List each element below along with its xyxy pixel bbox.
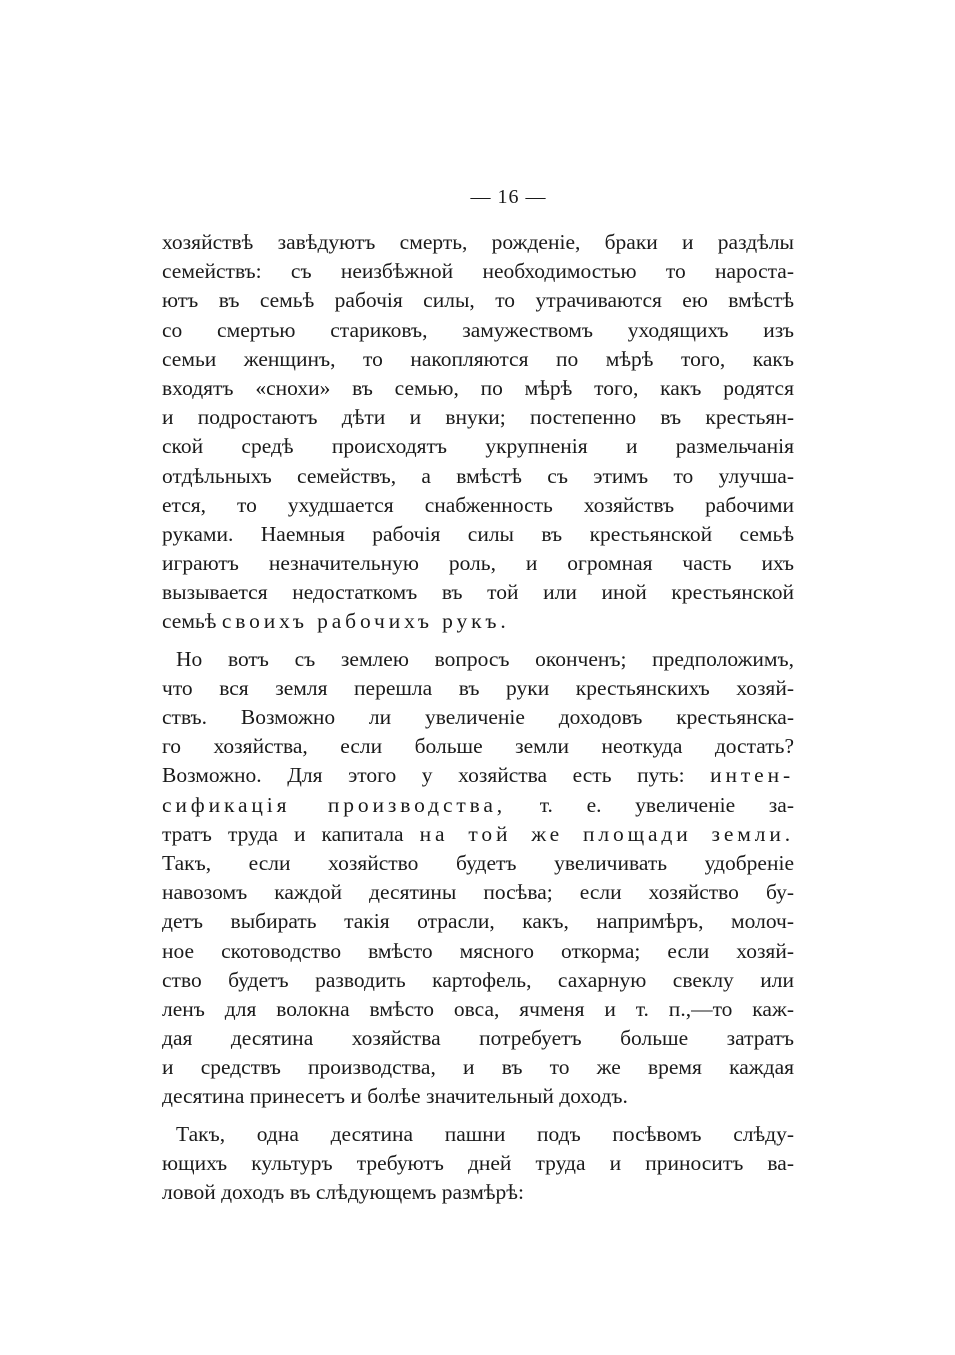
text-line bbox=[162, 761, 794, 790]
text-line bbox=[162, 791, 794, 820]
text-line: дая десятина хозяйства потребуетъ больше затратъ bbox=[162, 1026, 794, 1051]
paragraph-1 bbox=[162, 228, 794, 637]
text-spaced-emphasis: сификація производства, bbox=[162, 792, 507, 817]
text-line: ство будетъ разводить картофель, сахарную свеклу или bbox=[162, 967, 794, 992]
text-line: входятъ «снохи» въ семью, по мѣрѣ того, какъ родятся bbox=[162, 375, 794, 400]
text-line: детъ выбирать такія отрасли, какъ, напримѣръ, молоч- bbox=[162, 909, 794, 934]
text-line: Такъ, одна десятина пашни подъ посѣвомъ слѣду- bbox=[176, 1121, 794, 1146]
text-line: навозомъ каждой десятины посѣва; если хозяйство бу- bbox=[162, 880, 794, 905]
text-line: ствъ. Возможно ли увеличеніе доходовъ крестьянска- bbox=[162, 705, 794, 729]
text-spaced-emphasis: своихъ рабочихъ рукъ. bbox=[221, 609, 510, 634]
text-line: Но вотъ съ землею вопросъ оконченъ; предположимъ, bbox=[176, 646, 794, 671]
text-line: вызывается недостаткомъ въ той или иной крестьянской bbox=[162, 580, 794, 605]
text-plain: Возможно. Для этого у хозяйства есть путь: bbox=[162, 763, 685, 788]
text-line: ской средѣ происходятъ укрупненія и размельчанія bbox=[162, 434, 794, 459]
text-line: ютъ въ семьѣ рабочія силы, то утрачиваются ею вмѣстѣ bbox=[162, 288, 794, 313]
text-spaced-emphasis: интен- bbox=[710, 763, 794, 788]
text-line: отдѣльныхъ семействъ, а вмѣстѣ съ этимъ то улучша- bbox=[162, 463, 794, 488]
paragraph-2 bbox=[162, 645, 794, 1112]
text-line: ется, то ухудшается снабженность хозяйствъ рабочими bbox=[162, 492, 794, 517]
text-line: руками. Наемныя рабочія силы въ крестьянской семьѣ bbox=[162, 521, 794, 546]
text-line: ловой доходъ въ слѣдующемъ размѣрѣ: bbox=[162, 1180, 524, 1204]
text-line bbox=[162, 607, 794, 636]
text-line: ющихъ культуръ требуютъ дней труда и приноситъ ва- bbox=[162, 1150, 794, 1175]
paragraph-gap bbox=[162, 1112, 794, 1120]
text-line: и средствъ производства, и въ то же время каждая bbox=[162, 1055, 794, 1080]
text-line: со смертью стариковъ, замужествомъ уходящихъ изъ bbox=[162, 317, 794, 342]
text-plain: семьѣ bbox=[162, 609, 217, 634]
text-line: семьи женщинъ, то накопляются по мѣрѣ того, какъ bbox=[162, 346, 794, 371]
paragraph-3 bbox=[162, 1120, 794, 1208]
text-plain: т. е. увеличеніе за- bbox=[539, 792, 795, 817]
text-line: хозяйствѣ завѣдуютъ смерть, рожденіе, браки и раздѣлы bbox=[162, 230, 794, 254]
text-line: что вся земля перешла въ руки крестьянскихъ хозяй- bbox=[162, 675, 794, 700]
text-line: ленъ для волокна вмѣсто овса, ячменя и т. п.,—то каж- bbox=[162, 996, 794, 1021]
text-line bbox=[162, 820, 794, 849]
text-line: десятина принесетъ и болѣе значительный доходъ. bbox=[162, 1084, 628, 1109]
text-line: семействъ: съ неизбѣжной необходимостью то нароста- bbox=[162, 259, 794, 284]
body-text bbox=[162, 228, 794, 1207]
page-number: — 16 — bbox=[470, 186, 547, 208]
text-line: ное скотоводство вмѣсто мясного откорма; если хозяй- bbox=[162, 938, 794, 963]
text-plain: тратъ труда и капитала bbox=[162, 821, 404, 846]
text-line: го хозяйства, если больше земли неоткуда достать? bbox=[162, 734, 794, 759]
paragraph-gap bbox=[162, 637, 794, 645]
text-line: играютъ незначительную роль, и огромная часть ихъ bbox=[162, 551, 794, 576]
text-spaced-emphasis: на той же площади земли. bbox=[419, 821, 794, 846]
text-line: и подростаютъ дѣти и внуки; постепенно въ крестьян- bbox=[162, 405, 794, 430]
text-line: Такъ, если хозяйство будетъ увеличивать удобреніе bbox=[162, 850, 794, 875]
